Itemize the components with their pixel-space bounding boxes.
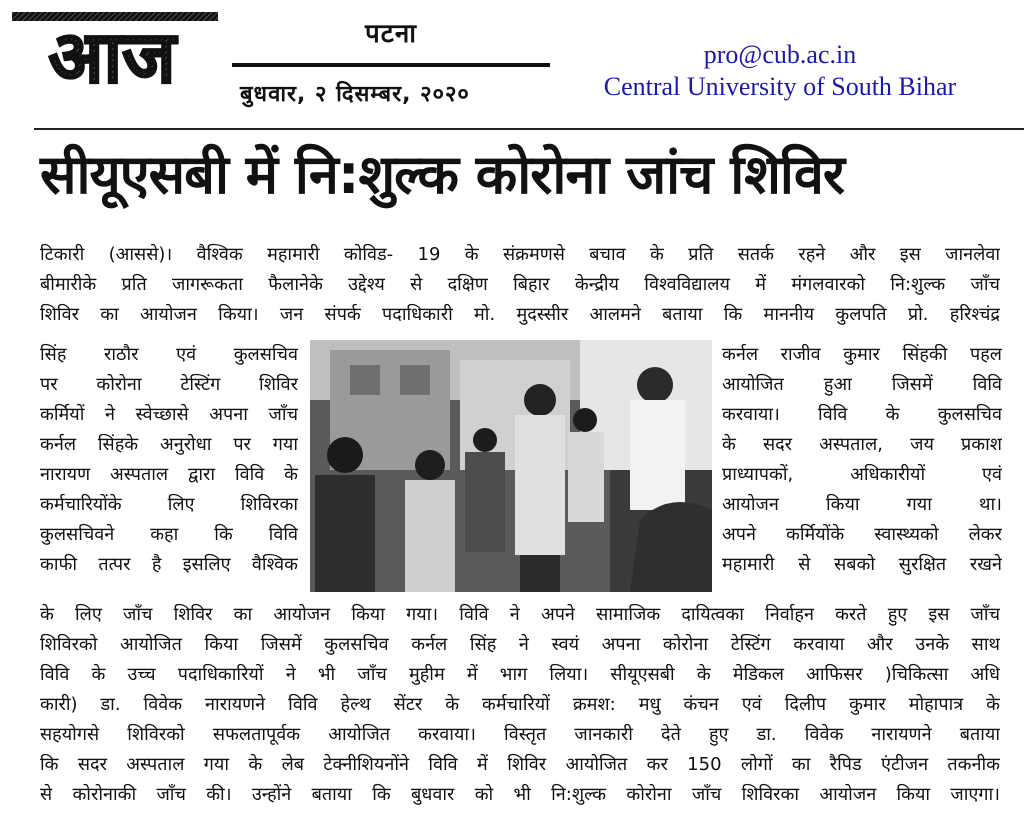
article-line: के सदर अस्पताल, जय प्रकाश xyxy=(722,434,1002,455)
article-line: कर्नल सिंहके अनुरोधा पर गया xyxy=(40,434,298,455)
university-name: Central University of South Bihar xyxy=(603,72,957,101)
header-divider xyxy=(34,128,1024,130)
article-line: कि सदर अस्पताल गया के लेब टेक्नीशियनोंने विवि में शिविर आयोजित कर 150 लोगों का रैपिड एंटीजन तकनीक xyxy=(40,754,1000,775)
article-line: प्राध्यापकों, अधिकारीयों एवं xyxy=(722,464,1002,485)
article-line: पर कोरोना टेस्टिंग शिविर xyxy=(40,374,298,395)
article-line: काफी तत्पर है इसलिए वैश्विक xyxy=(40,554,298,575)
article-line: महामारी से सबको सुरक्षित रखने xyxy=(722,554,1002,575)
article-line: अपने कर्मियोंके स्वास्थ्यको लेकर xyxy=(722,524,1002,545)
article-line: कर्नल राजीव कुमार सिंहकी पहल xyxy=(722,344,1002,365)
newspaper-logo xyxy=(12,8,222,88)
article-line: सिंह राठौर एवं कुलसचिव xyxy=(40,344,298,365)
article-photo xyxy=(310,340,712,592)
article-line: बीमारीके प्रति जागरूकता फैलानेके उद्देश्य से दक्षिण बिहार केन्द्रीय विश्वविद्यालय में मंगलवारको नि:शुल्क जाँच xyxy=(40,274,1000,295)
article-line: कारी) डा. विवेक नारायणने विवि हेल्थ सेंटर के कर्मचारियों क्रमश: मधु कंचन एवं दिलीप कुमार मोहापात्र के xyxy=(40,694,1000,715)
article-line: शिविरको आयोजित किया जिसमें कुलसचिव कर्नल सिंह ने स्वयं अपना कोरोना टेस्टिंग करवाया और उनके साथ xyxy=(40,634,1000,655)
article-line: कर्मियों ने स्वेच्छासे अपना जाँच xyxy=(40,404,298,425)
article-line: करवाया। विवि के कुलसचिव xyxy=(722,404,1002,425)
article-line: नारायण अस्पताल द्वारा विवि के xyxy=(40,464,298,485)
logo-text: आज xyxy=(48,15,176,88)
article-line: आयोजित हुआ जिसमें विवि xyxy=(722,374,1002,395)
article-line: के लिए जाँच शिविर का आयोजन किया गया। विवि ने अपने सामाजिक दायित्वका निर्वाहन करते हुए इस जाँच xyxy=(40,604,1000,625)
article-line: से कोरोनाकी जाँच की। उन्होंने बताया कि बुधवार को भी नि:शुल्क कोरोना जाँच शिविरका आयोजन किया जाएगा। xyxy=(40,784,1000,805)
contact-block xyxy=(560,40,1000,104)
article-line: विवि के उच्च पदाधिकारियों ने भी जाँच मुहीम में भाग लिया। सीयूएसबी के मेडिकल आफिसर )चिकित्सा अधि xyxy=(40,664,1000,685)
edition-date: बुधवार, २ दिसम्बर, २०२० xyxy=(240,82,470,107)
article-line: सहयोगसे शिविरको सफलतापूर्वक आयोजित करवाया। विस्तृत जानकारी देते हुए डा. विवेक नारायणने बताया xyxy=(40,724,1000,745)
masthead-divider xyxy=(232,63,550,67)
article-headline: सीयूएसबी में नि:शुल्क कोरोना जांच शिविर xyxy=(40,143,845,206)
article-line: टिकारी (आससे)। वैश्विक महामारी कोविड- 19 के संक्रमणसे बचाव के प्रति सतर्क रहने और इस जानलेवा xyxy=(40,244,1000,265)
edition-city: पटना xyxy=(364,19,418,49)
article-line: आयोजन किया गया था। xyxy=(722,494,1002,515)
article-line: कुलसचिवने कहा कि विवि xyxy=(40,524,298,545)
article-line: कर्मचारियोंके लिए शिविरका xyxy=(40,494,298,515)
article-line: शिविर का आयोजन किया। जन संपर्क पदाधिकारी मो. मुदस्सीर आलमने बताया कि माननीय कुलपति प्रो. हरिश्चंद्र xyxy=(40,304,1000,325)
contact-email: pro@cub.ac.in xyxy=(703,40,857,69)
